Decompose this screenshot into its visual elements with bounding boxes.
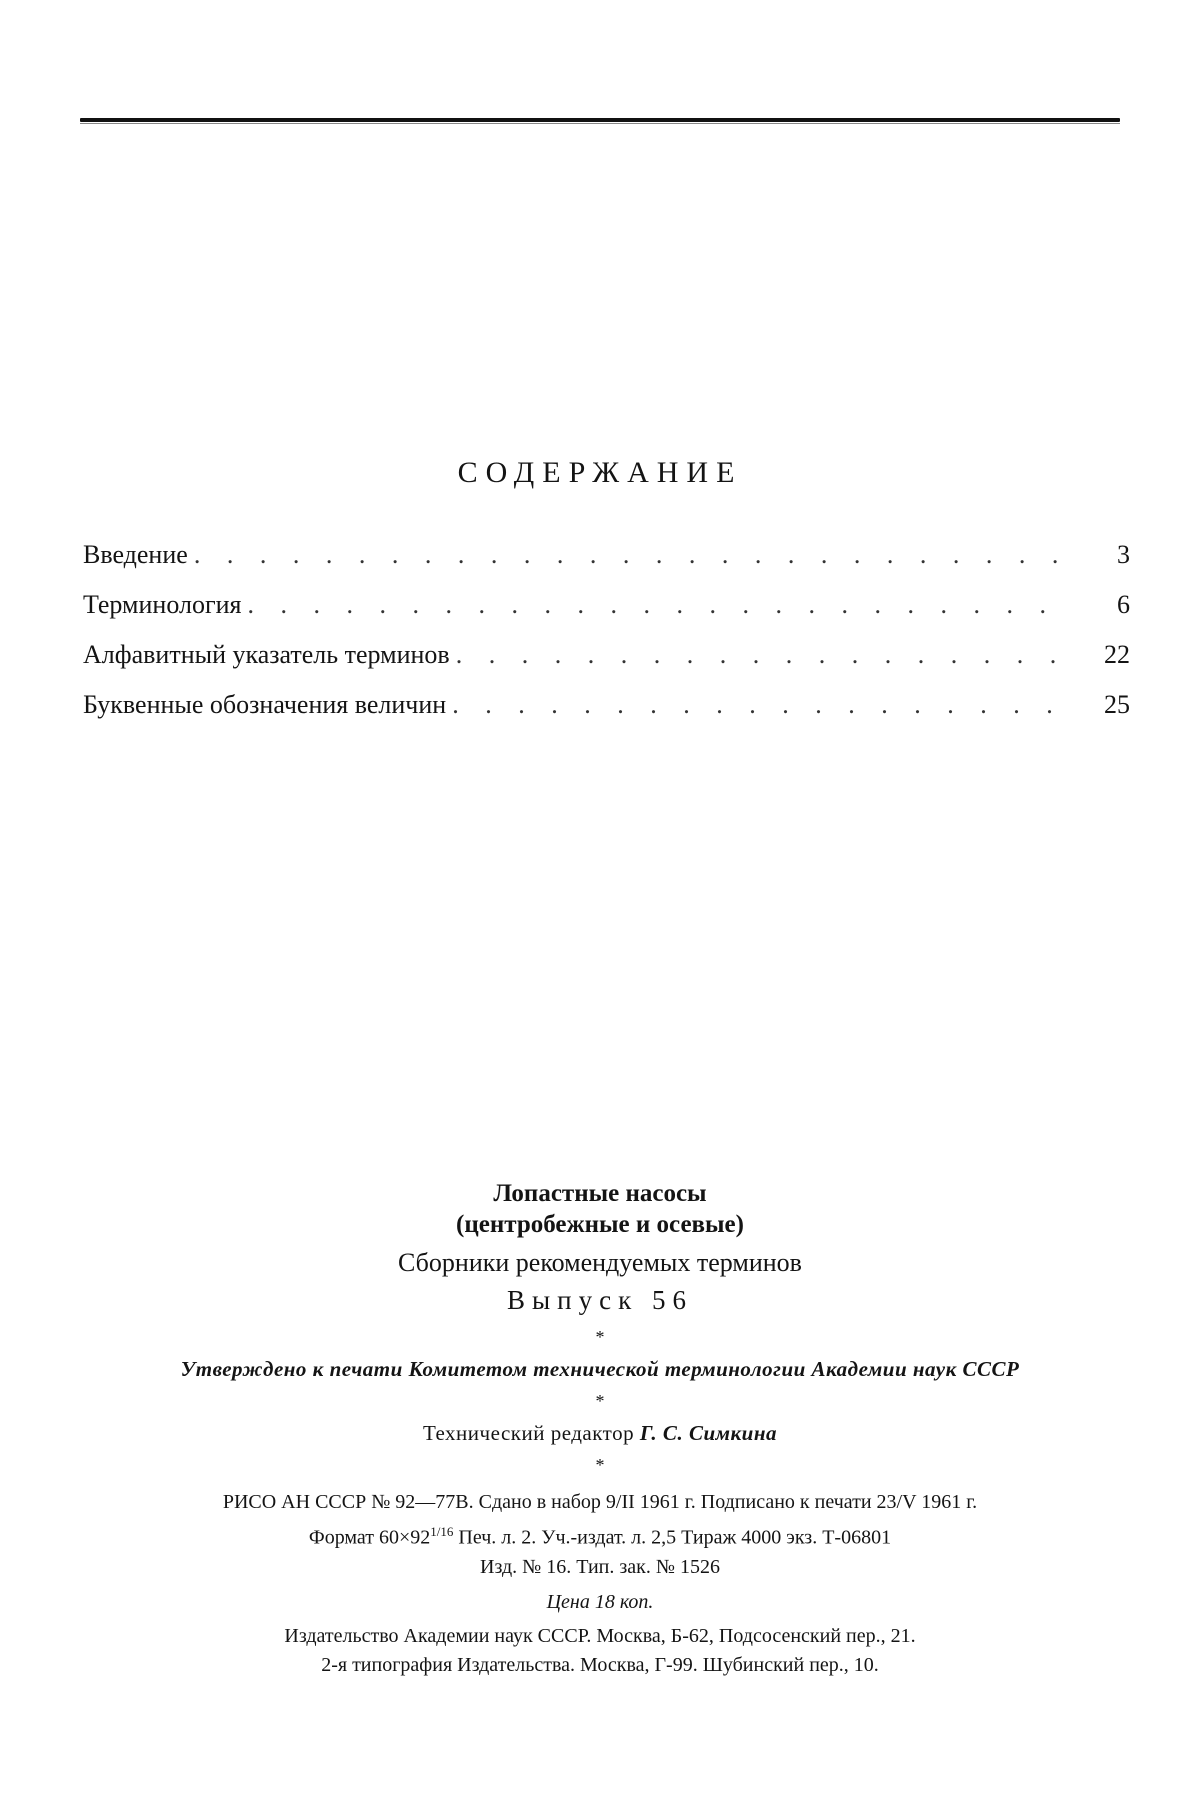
imprint-block [0, 1178, 1200, 1680]
book-title-subline: (центробежные и осевые) [456, 1211, 744, 1238]
riso-line: РИСО АН СССР № 92—77В. Сдано в набор 9/II 1961 г. Подписано к печати 23/V 1961 г. [222, 1491, 978, 1513]
toc-entry-title: Буквенные обозначения величин [83, 690, 447, 719]
toc-leader-dots [452, 690, 1060, 720]
editor-label: Технический редактор [422, 1421, 635, 1445]
separator-star: * [595, 1391, 605, 1411]
toc-entry-page: 22 [1104, 640, 1130, 669]
toc-entry-page: 6 [1117, 590, 1130, 619]
separator-star: * [595, 1455, 605, 1475]
format-prefix: Формат 60×92 [308, 1526, 431, 1549]
issue-number: Выпуск 56 [507, 1285, 693, 1315]
table-of-contents [83, 540, 1130, 740]
toc-heading: СОДЕРЖАНИЕ [457, 456, 743, 489]
toc-entry [83, 690, 1130, 740]
toc-entry [83, 590, 1130, 640]
publisher-address: Издательство Академии наук СССР. Москва, Б-62, Подсосенский пер., 21. [284, 1624, 916, 1647]
toc-entry-title: Введение [83, 540, 188, 569]
toc-entry [83, 640, 1130, 690]
order-line: Изд. № 16. Тип. зак. № 1526 [480, 1555, 720, 1578]
toc-leader-dots [456, 640, 1060, 670]
technical-editor [0, 1418, 1200, 1448]
toc-entry-page: 3 [1117, 540, 1130, 569]
top-rule [80, 118, 1120, 122]
book-subtitle: Сборники рекомендуемых терминов [398, 1248, 802, 1277]
toc-entry [83, 540, 1130, 590]
book-title: Лопастные насосы [493, 1180, 707, 1207]
approval-note: Утверждено к печати Комитетом технической терминологии Академии наук СССР [180, 1357, 1020, 1381]
editor-name: Г. С. Симкина [639, 1421, 777, 1445]
printing-house: 2-я типография Издательства. Москва, Г-99. Шубинский пер., 10. [321, 1653, 879, 1676]
toc-entry-title: Терминология [83, 590, 242, 619]
toc-leader-dots [248, 590, 1061, 620]
price: Цена 18 коп. [546, 1590, 654, 1613]
toc-entry-page: 25 [1104, 690, 1130, 719]
format-fraction: 1/16 [430, 1524, 454, 1539]
separator-star: * [595, 1327, 605, 1347]
toc-leader-dots [194, 540, 1060, 570]
format-rest: Печ. л. 2. Уч.-издат. л. 2,5 Тираж 4000 экз. Т-06801 [453, 1526, 892, 1549]
format-line [0, 1517, 1200, 1553]
toc-entry-title: Алфавитный указатель терминов [83, 640, 450, 669]
